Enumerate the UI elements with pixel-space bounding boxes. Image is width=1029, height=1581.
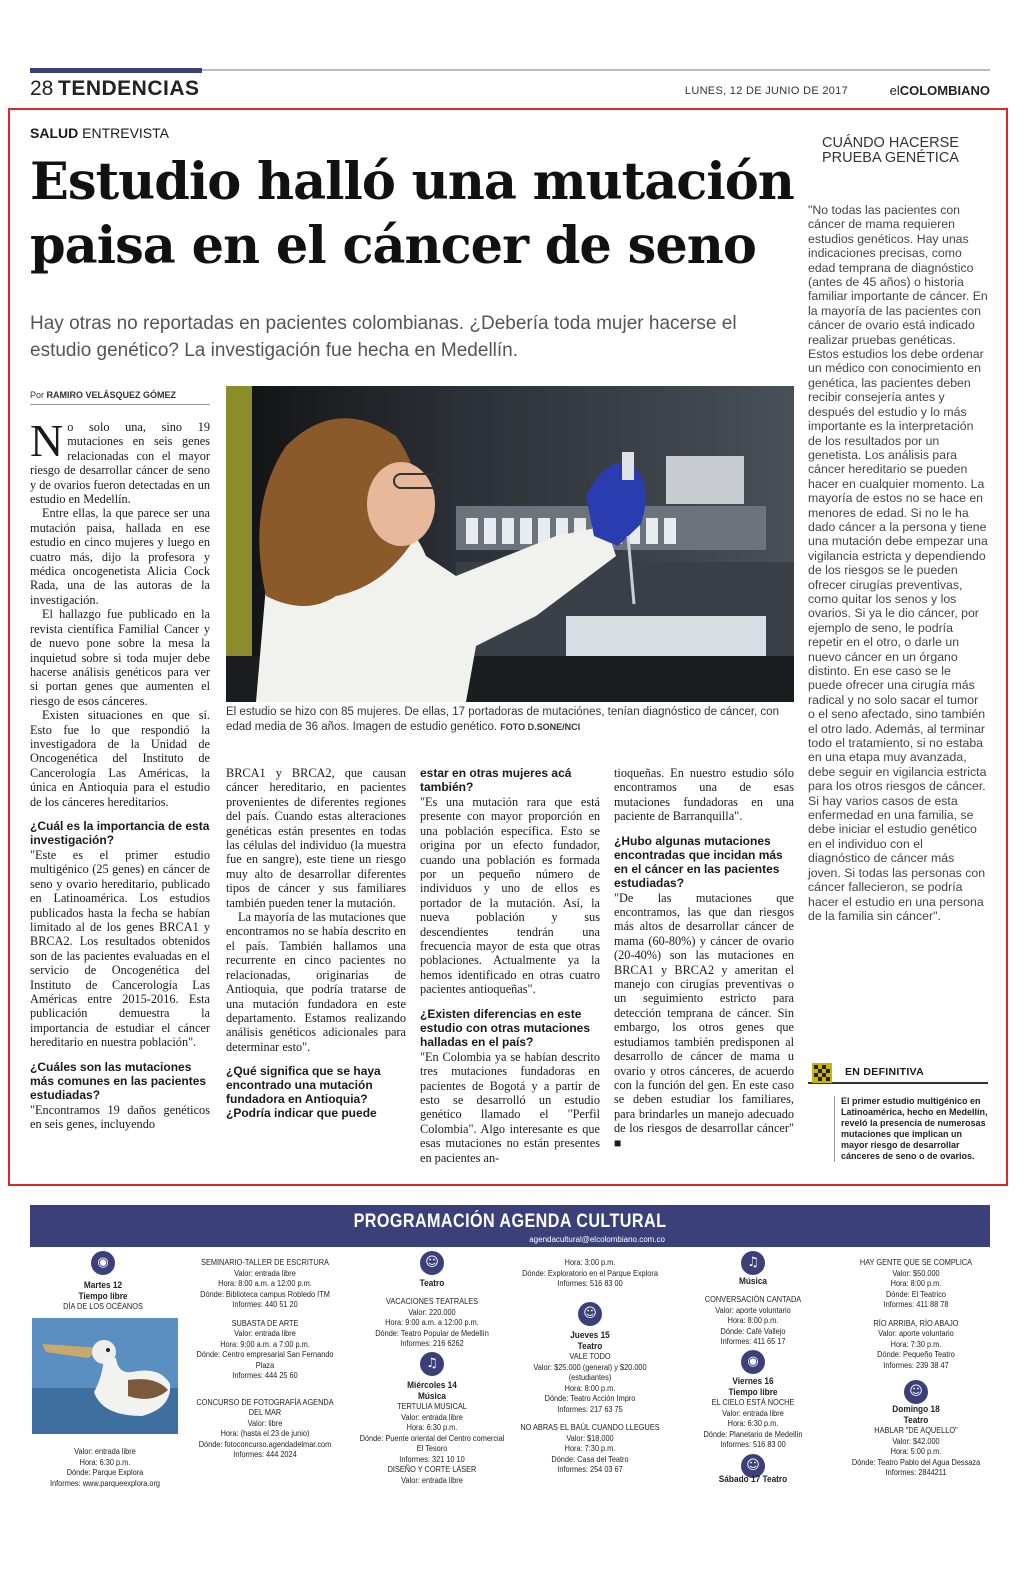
interview-answer: [614, 891, 794, 1150]
en-definitiva-header: [808, 1060, 988, 1084]
agenda-line: Informes: 411 65 17: [720, 1337, 786, 1346]
agenda-line: Informes: 2844211: [885, 1468, 947, 1477]
agenda-line: Hora: 5:00 p.m.: [890, 1447, 942, 1456]
agenda-line: Informes: 321 10 10: [399, 1454, 465, 1464]
agenda-event-title: VACACIONES TEATRALES: [385, 1297, 479, 1306]
byline-rule: [30, 404, 210, 405]
agenda-column-3: [358, 1278, 505, 1350]
agenda-line: Hora: 9:00 a.m. a 7:00 p.m.: [220, 1339, 310, 1349]
agenda-line: Informes: 440 51 20: [232, 1300, 298, 1309]
agenda-line: Dónde: Biblioteca campus Robledo ITM: [200, 1289, 330, 1299]
article-photo: [226, 386, 794, 702]
agenda-column-2: [196, 1258, 334, 1461]
agenda-line: Hora: 9:00 a.m. a 12:00 p.m.: [385, 1318, 479, 1327]
paragraph: tioqueñas. En nuestro estudio sólo encontramos una de esas mutaciones fundadoras en una paciente de Barranquilla".: [614, 766, 794, 824]
music-note-icon: ♫: [420, 1352, 444, 1376]
agenda-category: Teatro: [577, 1341, 603, 1351]
agenda-event-title: HAY GENTE QUE SE COMPLICA: [859, 1258, 973, 1267]
interview-answer: "En Colombia ya se habían descrito tres mutaciones fundadoras en pacientes de Bogotá y a partir de esto se desarrolló un estudio genético llamado el "Perfil Colombia". Algo interesante es que esas mutaciones no están presentes en pacientes an-: [420, 1049, 600, 1165]
agenda-line: Hora: 7:30 p.m.: [564, 1444, 616, 1453]
agenda-day-text: Sábado 17: [718, 1474, 761, 1484]
agenda-line: Valor: entrada libre: [74, 1447, 136, 1456]
agenda-event-title: CONCURSO DE FOTOGRAFÍA AGENDA DEL MAR: [196, 1397, 334, 1417]
interview-question: ¿Qué significa que se haya encontrado una mutación fundadora en Antioquia? ¿Podría indicar que puede: [226, 1064, 381, 1121]
agenda-day: Martes 12: [83, 1280, 123, 1290]
en-definitiva-text: El primer estudio multigénico en Latinoamérica, hecho en Medellín, reveló la presencia de numerosas mutaciones que implican un mayor riesgo de desarrollar cánceres de seno o de ovarios.: [834, 1096, 988, 1162]
interview-question: ¿Existen diferencias en este estudio con otras mutaciones halladas en el país?: [420, 1006, 591, 1049]
agenda-line: Dónde: Parque Explora: [66, 1468, 144, 1477]
header-accent-bar: [30, 68, 202, 73]
newspaper-logo: [890, 83, 990, 98]
pelican-image: [32, 1318, 178, 1434]
agenda-line: Dónde: Café Vallejo: [720, 1326, 786, 1336]
article-column-2: [226, 766, 406, 1121]
end-mark: ■: [614, 1135, 622, 1150]
agenda-line: Informes: 411 88 78: [883, 1300, 949, 1309]
byline: [30, 390, 176, 400]
agenda-category: Tiempo libre: [78, 1291, 128, 1301]
agenda-line: Dónde: Centro empresarial San Fernando Plaza: [196, 1350, 334, 1370]
agenda-category: Tiempo libre: [728, 1387, 778, 1397]
agenda-event-title: SEMINARIO-TALLER DE ESCRITURA: [201, 1258, 329, 1267]
eye-icon: ◉: [91, 1251, 115, 1275]
kicker-type: ENTREVISTA: [82, 125, 169, 141]
agenda-line: Valor: $25.000 (general) y $20.000 (estudiantes): [533, 1362, 647, 1382]
interview-answer: "Es una mutación rara que está presente con mayor proporción en una población específica. Esto se origina por un efecto fundador, cuando una población es formada por un pequeño número de individuos y uno de ellos es portador de la mutación. Así, la nueva población y sus descendientes tendrán una frecuencia mayor de esta que otras poblaciones. Actualmente ya la hemos identificado en otras cuatro pacientes antioqueñas".: [420, 795, 600, 997]
agenda-line: Hora: 8:00 p.m.: [564, 1383, 616, 1393]
byline-author: RAMIRO VELÁSQUEZ GÓMEZ: [46, 390, 177, 400]
agenda-event-title: DISEÑO Y CORTE LÁSER: [387, 1465, 477, 1474]
lead-text: o solo una, sino 19 mutaciones en seis genes relacionadas con el mayor riesgo de desarrollar cáncer de seno y de ovarios fueron detectadas en un estudio en Medellín.: [30, 420, 210, 507]
agenda-line: Valor: $50.000: [892, 1268, 940, 1278]
agenda-line: Valor: 220.000: [408, 1307, 456, 1317]
agenda-event-title: CONVERSACIÓN CANTADA: [704, 1295, 802, 1304]
agenda-event-title: DÍA DE LOS OCÉANOS: [63, 1302, 143, 1311]
agenda-column-3-second: [358, 1380, 505, 1486]
agenda-line: Dónde: Casa del Teatro: [551, 1454, 629, 1464]
agenda-event-title: EL CIELO ESTÁ NOCHE: [711, 1398, 795, 1407]
agenda-line: Valor: libre: [247, 1418, 283, 1428]
lead-paragraph: [30, 415, 210, 507]
agenda-line: Hora: 8:00 a.m. a 12:00 p.m.: [218, 1279, 312, 1288]
lab-scientist-photo: [226, 386, 794, 702]
agenda-column-6: [848, 1258, 984, 1371]
interview-answer: "Encontramos 19 daños genéticos en seis genes, incluyendo: [30, 1102, 210, 1132]
agenda-line: Dónde: Puente oriental del Centro comercial El Tesoro: [359, 1433, 505, 1453]
agenda-line: Informes: 516 83 00: [720, 1440, 786, 1449]
photo-credit: FOTO D.SONE/NCI: [500, 722, 581, 732]
music-note-icon: ♫: [741, 1251, 765, 1275]
agenda-line: Dónde: Teatro Popular de Medellín: [375, 1328, 489, 1338]
checker-bullet-icon: [812, 1063, 832, 1083]
kicker-section: SALUD: [30, 125, 79, 141]
article-headline: Estudio halló una mutación paisa en el cáncer de seno: [30, 152, 794, 276]
agenda-line: Informes: 239 38 47: [883, 1360, 949, 1370]
agenda-line: Dónde: Teatro Acción Impro: [544, 1394, 636, 1403]
sidebar-quote: "No todas las pacientes con cáncer de mama requieren estudios genéticos. Hay unas indicaciones precisas, como edad temprana de diagnóstico (antes de 45 años) o historia familiar importante de cáncer. En la mayoría de las pacientes con cáncer de ovario está indicado realizar pruebas genéticas. Estos estudios los debe ordenar un médico con conocimiento en genética, las pacientes deben recibir consejería antes y después del estudio y lo más importante es la interpretación de los resultados por un genetista. Los análisis para cáncer hereditario se pueden hacer en cualquier momento. La mayoría de estos no se hace en menores de edad. Si no le ha dado cáncer a la persona y tiene una mutación debe empezar una vigilancia estricta y dependiendo de los riesgos se le pueden ofrecer cirugías preventivas, como quitar los senos y los ovarios. Si ya le dio cáncer, por ejemplo de seno, le podría repetir en el otro, o darle un nuevo cáncer en un órgano distinto. En ese caso se le puede ofrecer una cirugía más radical y no solo sacar el tumor o el seno afectado, sino también el otro lado. Además, al terminar todo el tratamiento, si no estaba en una etapa muy avanzada, debe seguir en vigilancia estricta para los otros riesgos de cáncer. Si hay varios casos de esta enfermedad en una familia, se debe iniciar el estudio genético en el individuo con el diagnóstico de cáncer más joven. Si todas las personas con cáncer fallecieron, se podría hacer el estudio en una persona de la familia sin cáncer".: [808, 203, 988, 923]
article-column-1: [30, 415, 210, 1132]
agenda-line: Hora: 7:30 p.m.: [890, 1339, 942, 1349]
agenda-day: Jueves 15: [570, 1330, 610, 1340]
agenda-line: Hora: 3:00 p.m.: [564, 1258, 616, 1267]
publication-date: LUNES, 12 DE JUNIO DE 2017: [684, 85, 848, 97]
brand-name: COLOMBIANO: [899, 83, 990, 98]
agenda-line: Valor: $18.000: [566, 1433, 614, 1443]
theater-masks-icon: ☺: [904, 1380, 928, 1404]
agenda-line: Valor: entrada libre: [401, 1412, 463, 1422]
interview-question-continued: estar en otras mujeres acá también?: [420, 766, 572, 794]
agenda-column-1-details: [45, 1447, 165, 1489]
agenda-line: Informes: 444 2024: [233, 1450, 297, 1459]
agenda-category: Teatro: [762, 1474, 788, 1484]
agenda-column-4-second: [518, 1330, 662, 1476]
agenda-event-title: HABLAR "DE AQUELLO": [874, 1426, 958, 1435]
agenda-line: Valor: aporte voluntario: [715, 1305, 791, 1315]
agenda-line: Valor: entrada libre: [234, 1329, 296, 1338]
agenda-line: Valor: entrada libre: [401, 1475, 463, 1485]
agenda-day: Viernes 16: [732, 1376, 774, 1386]
agenda-line: Valor: entrada libre: [722, 1408, 784, 1418]
agenda-event-title: VALE TODO: [569, 1352, 611, 1361]
agenda-line: Dónde: Pequeño Teatro: [877, 1350, 955, 1359]
agenda-line: Hora: 6:30 p.m.: [727, 1419, 779, 1428]
agenda-line: Informes: 444 25 60: [232, 1371, 298, 1380]
agenda-line: Dónde: Teatro Pablo del Agua Dessaza: [851, 1457, 981, 1467]
agenda-line: Informes: 216 6262: [400, 1339, 464, 1348]
sidebar-title: CUÁNDO HACERSE PRUEBA GENÉTICA: [822, 135, 959, 166]
paragraph: La mayoría de las mutaciones que encontramos no se había descrito en el país. También hallamos una recurrente en cinco pacientes no relacionadas, originarias de Antioquia, que podría tratarse de una mutación fundadora en este departamento. Estamos realizando análisis genéticos adicionales para determinar esto".: [226, 910, 406, 1054]
agenda-title: PROGRAMACIÓN AGENDA CULTURAL: [353, 1211, 667, 1232]
agenda-line: Valor: $42.000: [892, 1436, 940, 1446]
drop-cap: N: [30, 415, 64, 466]
agenda-line: Hora: 6:30 p.m.: [79, 1457, 131, 1467]
section-name: TENDENCIAS: [58, 77, 200, 100]
agenda-column-6-second: [848, 1404, 984, 1479]
eye-icon: ◉: [741, 1350, 765, 1374]
agenda-event-title: RÍO ARRIBA, RÍO ABAJO: [873, 1318, 959, 1328]
agenda-category: Música: [417, 1391, 447, 1401]
agenda-day: Miércoles 14: [407, 1380, 457, 1390]
page-header: [30, 77, 990, 103]
theater-masks-icon: ☺: [741, 1454, 765, 1478]
agenda-column-4: [518, 1258, 662, 1290]
agenda-line: Valor: entrada libre: [234, 1268, 296, 1278]
interview-answer: "Este es el primer estudio multigénico (25 genes) en cáncer de seno y ovario hereditario, publicado en Latinoamérica. Los estudios publicados hasta la fecha se habían limitado al de los genes BRCA1 y BRCA2. Los resultados obtenidos son de las pacientes evaluadas en el servicio de Oncogenética del Instituto de Cancerología Las Américas entre 2015-2016. Esta publicación demuestra la importancia de estudiar el cáncer hereditario en nuestra población".: [30, 847, 210, 1050]
byline-prefix: Por: [30, 390, 45, 400]
agenda-category: Teatro: [903, 1415, 929, 1425]
article-column-3: [420, 766, 600, 1165]
agenda-line: Dónde: El Teatrico: [885, 1289, 947, 1299]
article-subhead: Hay otras no reportadas en pacientes colombianas. ¿Debería toda mujer hacerse el estudio genético? La investigación fue hecha en Medellín.: [30, 313, 737, 361]
interview-question: ¿Cuál es la importancia de esta investigación?: [30, 818, 210, 847]
article-kicker: [30, 125, 169, 141]
agenda-line: Dónde: Exploratorio en el Parque Explora: [522, 1268, 658, 1278]
agenda-column-5-second: [686, 1376, 820, 1451]
paragraph: Existen situaciones en que sí. Esto fue lo que respondió la investigadora de la Unidad de Oncogenética del Instituto de Cancerología Las Américas, la única en Antioquia para el estudio de los cánceres hereditarios.: [30, 708, 210, 809]
agenda-day: Domingo 18: [892, 1404, 940, 1414]
paragraph: El hallazgo fue publicado en la revista científica Familial Cancer y de nuevo pone sobre la mesa la inquietud sobre si toda mujer debe hacerse análisis genéticos para ver si portan genes que aumenten el riesgo de esos cánceres.: [30, 607, 210, 708]
agenda-day: [686, 1474, 820, 1485]
paragraph: Entre ellas, la que parece ser una mutación paisa, hallada en ese estudio en cinco mujeres y luego en cuatro más, dijo la profesora y médica oncogenetista Alicia Cock Rada, una de las autoras de la investigación.: [30, 506, 210, 607]
photo-caption: [226, 705, 794, 735]
caption-text: El estudio se hizo con 85 mujeres. De ellas, 17 portadoras de mutaciónes, tenían diagnóstico de cáncer, con edad media de 36 años. Imagen de estudio genético.: [226, 706, 779, 733]
agenda-column-1: [45, 1280, 161, 1313]
agenda-line: Informes: 217 63 75: [557, 1404, 623, 1414]
paragraph: BRCA1 y BRCA2, que causan cáncer hereditario, en pacientes provenientes de diferentes regiones del país. Cuando estas alteraciones genéticas están presentes en todas las células del individuo (la muestra fue en sangre), este tiene un riesgo muy alto de desarrollar diferentes tipos de cáncer y sus familiares también pueden tener la mutación.: [226, 766, 406, 910]
agenda-line: Dónde: Planetario de Medellín: [703, 1429, 803, 1439]
agenda-email: agendacultural@elcolombiano.com.co: [529, 1235, 665, 1244]
article-column-4: [614, 766, 794, 1150]
answer-text: "De las mutaciones que encontramos, las que dan riesgos más altos de desarrollar cáncer de mama (60-80%) y cáncer de ovario (20-40%) son las mutaciones en BRCA1 y BRCA2 y ameritan el manejo con cirugías preventivas o un seguimiento estricto para detección temprana de cáncer. Sin embargo, los otros genes que estudiamos también predisponen al desarrollo de cáncer de mama u ovario y otros cánceres, de acuerdo con la función del gen. En este caso se deben estudiar los familiares, para brindarles un manejo adecuado de los riesgos de desarrollar cáncer": [614, 890, 794, 1136]
theater-masks-icon: ☺: [420, 1251, 444, 1275]
agenda-line: Dónde: fotoconcurso.agendadelmar.com: [198, 1439, 332, 1449]
brand-el: el: [889, 83, 900, 98]
theater-masks-icon: ☺: [578, 1302, 602, 1326]
pelican-photo: [32, 1318, 178, 1434]
agenda-line: Informes: 516 83 00: [557, 1279, 623, 1288]
agenda-column-5: [686, 1276, 820, 1348]
agenda-line: Hora: 8:00 p.m.: [890, 1279, 942, 1288]
en-definitiva-box: [808, 1060, 988, 1170]
interview-question: ¿Cuáles son las mutaciones más comunes en las pacientes estudiadas?: [30, 1059, 207, 1102]
agenda-category: Teatro: [419, 1278, 445, 1288]
agenda-line: Informes: www.parqueexplora.org: [49, 1478, 161, 1488]
agenda-column-5-third: [686, 1474, 820, 1485]
agenda-category: Música: [738, 1276, 768, 1286]
page-number: 28: [30, 77, 54, 100]
agenda-event-title: SUBASTA DE ARTE: [231, 1318, 299, 1328]
agenda-banner: [30, 1205, 990, 1247]
en-definitiva-label: EN DEFINITIVA: [845, 1066, 924, 1078]
agenda-event-title: TERTULIA MUSICAL: [397, 1402, 467, 1411]
interview-question: ¿Hubo algunas mutaciones encontradas que incidan más en el cáncer en las pacientes estudiadas?: [614, 833, 783, 890]
agenda-event-title: NO ABRAS EL BAÚL CUANDO LLEGUES: [520, 1423, 660, 1432]
agenda-line: Informes: 254 03 67: [557, 1465, 623, 1474]
agenda-line: Hora: 6:30 p.m.: [406, 1423, 458, 1432]
agenda-line: Valor: aporte voluntario: [878, 1329, 954, 1338]
agenda-line: Hora: (hasta el 23 de junio): [220, 1429, 310, 1438]
agenda-line: Hora: 8:00 p.m.: [727, 1316, 779, 1325]
